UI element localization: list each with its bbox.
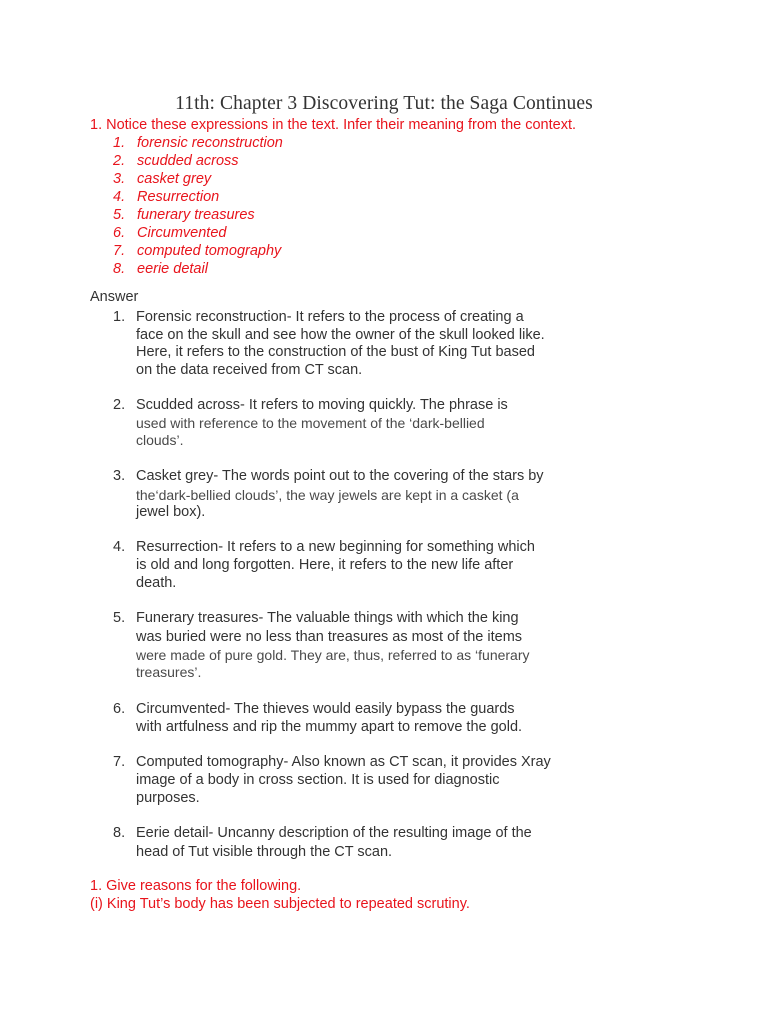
expression-text: forensic reconstruction xyxy=(137,135,283,151)
answer-line: image of a body in cross section. It is used for diagnostic xyxy=(136,772,500,788)
answer-number: 4. xyxy=(113,539,126,555)
answer-line: is old and long forgotten. Here, it refers to the new life after xyxy=(136,557,514,573)
answer-line: clouds’. xyxy=(136,432,184,448)
answer-line: Casket grey- The words point out to the covering of the stars by xyxy=(136,468,544,484)
expressions-list xyxy=(0,134,768,278)
expression-item xyxy=(0,134,768,152)
expression-number: 7. xyxy=(113,243,126,259)
expression-text: scudded across xyxy=(137,153,239,169)
answer-line: Scudded across- It refers to moving quickly. The phrase is xyxy=(136,397,508,413)
answer-line: purposes. xyxy=(136,790,200,806)
expression-item xyxy=(0,260,768,278)
answer-number: 7. xyxy=(113,754,126,770)
answer-number: 6. xyxy=(113,701,126,717)
expression-number: 3. xyxy=(113,171,126,187)
answer-number: 1. xyxy=(113,309,126,325)
question-1-prompt: 1. Notice these expressions in the text. Infer their meaning from the context. xyxy=(90,117,576,133)
expression-item xyxy=(0,242,768,260)
expression-item xyxy=(0,152,768,170)
answer-line: on the data received from CT scan. xyxy=(136,361,363,378)
answer-number: 2. xyxy=(113,397,126,413)
answer-line: death. xyxy=(136,575,177,591)
question-2-subpart: (i) King Tut’s body has been subjected to repeated scrutiny. xyxy=(90,896,470,912)
answer-line: Circumvented- The thieves would easily bypass the guards xyxy=(136,701,515,717)
expression-number: 2. xyxy=(113,153,126,169)
expression-text: Circumvented xyxy=(137,225,227,241)
answer-line: treasures’. xyxy=(136,664,202,680)
answer-line: jewel box). xyxy=(136,504,206,520)
expression-text: funerary treasures xyxy=(137,207,255,223)
expression-text: Resurrection xyxy=(137,189,220,205)
answer-heading: Answer xyxy=(90,289,139,305)
expression-item xyxy=(0,188,768,206)
answer-line: was buried were no less than treasures as most of the items xyxy=(136,629,523,645)
answer-line: Here, it refers to the construction of the bust of King Tut based xyxy=(136,344,535,360)
expression-number: 5. xyxy=(113,207,126,223)
answer-line: Funerary treasures- The valuable things with which the king xyxy=(136,610,519,626)
expression-number: 8. xyxy=(113,261,126,277)
answer-number: 8. xyxy=(113,825,126,841)
expression-text: computed tomography xyxy=(137,243,282,259)
page-title: 11th: Chapter 3 Discovering Tut: the Saga Continues xyxy=(175,93,593,114)
expression-number: 4. xyxy=(113,189,126,205)
expression-number: 1. xyxy=(113,135,126,151)
expression-item xyxy=(0,206,768,224)
answer-line: Resurrection- It refers to a new beginning for something which xyxy=(136,539,535,555)
answer-line: were made of pure gold. They are, thus, referred to as ‘funerary xyxy=(136,647,530,663)
answer-line: face on the skull and see how the owner of the skull looked like. xyxy=(136,326,545,343)
answer-line: head of Tut visible through the CT scan. xyxy=(136,844,393,860)
answer-line: used with reference to the movement of the ‘dark-bellied xyxy=(136,415,485,431)
question-2-prompt: 1. Give reasons for the following. xyxy=(90,878,302,894)
expression-item xyxy=(0,170,768,188)
answer-number: 5. xyxy=(113,610,126,626)
answer-line: Eerie detail- Uncanny description of the resulting image of the xyxy=(136,825,532,841)
answer-number: 3. xyxy=(113,468,126,484)
answer-line: Computed tomography- Also known as CT scan, it provides Xray xyxy=(136,754,551,770)
expression-number: 6. xyxy=(113,225,126,241)
expression-item xyxy=(0,224,768,242)
answer-line: Forensic reconstruction- It refers to the process of creating a xyxy=(136,309,524,325)
expression-text: eerie detail xyxy=(137,261,208,277)
answer-line: with artfulness and rip the mummy apart to remove the gold. xyxy=(136,719,523,735)
expression-text: casket grey xyxy=(137,171,212,187)
answer-line: the‘dark-bellied clouds’, the way jewels are kept in a casket (a xyxy=(136,487,519,503)
